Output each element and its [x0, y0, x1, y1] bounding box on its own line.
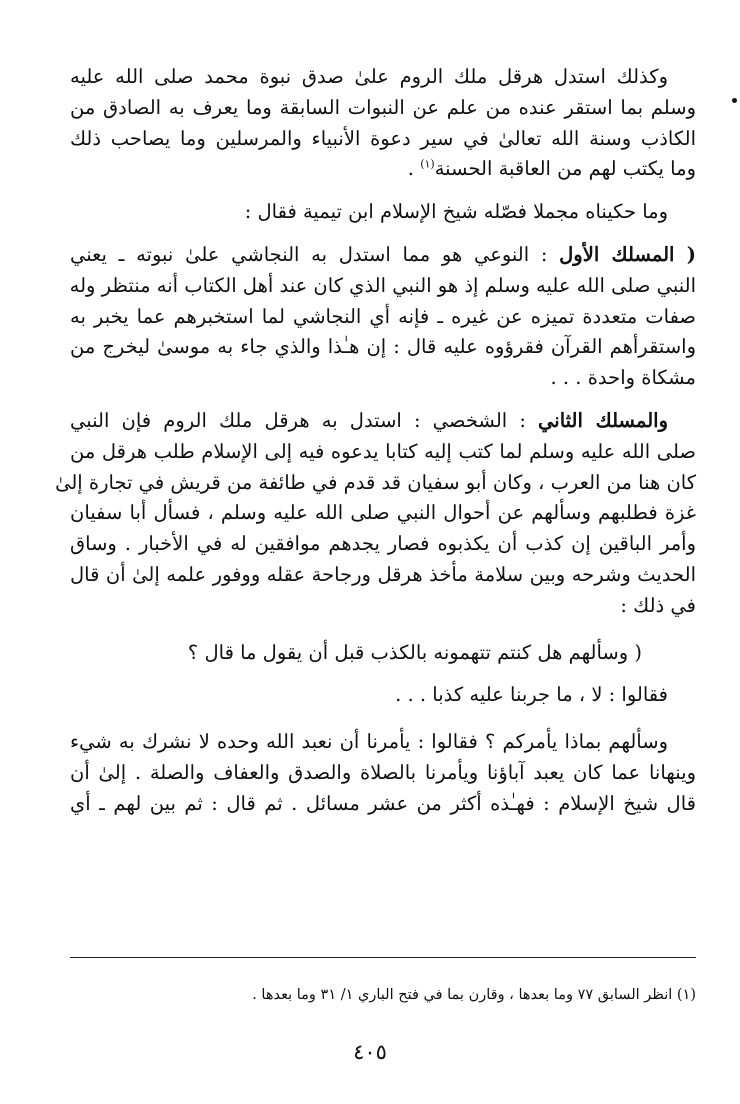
text-fragment: وما يكتب لهم من العاقبة الحسنة — [434, 157, 696, 181]
text-line: كان هنا من العرب ، وكان أبو سفيان قد قدم في طائفة من قريش في تجارة إلىٰ — [55, 470, 696, 494]
text-line — [70, 406, 668, 437]
text-fragment: : النوعي هو مما استدل به النجاشي علىٰ نبوته ـ يعني — [70, 242, 560, 266]
text-line — [70, 240, 696, 271]
footnote-divider — [70, 957, 696, 958]
text-line: النبي صلى الله عليه وسلم إذ هو النبي الذي كان عند أهل الكتاب أنه منتظر وله — [69, 273, 696, 297]
text-line: وسألهم بماذا يأمركم ؟ فقالوا : يأمرنا أن نعبد الله وحده لا نشرك به شيء — [70, 730, 668, 754]
text-line: وكذلك استدل هرقل ملك الروم علىٰ صدق نبوة محمد صلى الله عليه — [70, 65, 668, 88]
section-heading: ( المسلك الأول — [559, 242, 696, 266]
text-line: في ذلك : — [620, 593, 696, 617]
text-line: قال شيخ الإسلام : فهـٰذه أكثر من عشر مسائل . ثم قال : ثم بين لهم ـ أي — [70, 791, 696, 815]
paragraph-question — [70, 638, 696, 669]
text-fragment: . — [407, 157, 421, 181]
section-heading: والمسلك الثاني — [538, 408, 668, 432]
text-line: وما حكيناه مجملا فصّله شيخ الإسلام ابن تيمية فقال : — [244, 200, 668, 224]
text-line: وأمر الباقين إن كذب أن يكذبوه فصار يجدهم موافقين له في الأخبار . وساق — [70, 532, 696, 556]
footnote: (١) انظر السابق ٧٧ وما بعدها ، وقارن بما في فتح الباري ١/ ٣١ وما بعدها . — [252, 987, 696, 1003]
paragraph-commands — [70, 727, 696, 819]
paragraph-ibn-taymiyya — [70, 197, 696, 228]
text-fragment: : الشخصي : استدل به هرقل ملك الروم فإن النبي — [70, 408, 539, 432]
text-line: الكاذب وسنة الله تعالىٰ في سير دعوة الأنبياء والمرسلين وما يصاحب ذلك — [70, 126, 696, 150]
text-line: ( وسألهم هل كنتم تتهمونه بالكذب قبل أن يقول ما قال ؟ — [187, 640, 642, 664]
text-line: الحديث وشرحه وبين سلامة مأخذ هرقل ورجاحة عقله ووفور علمه إلىٰ أن قال — [70, 562, 696, 586]
paragraph-answer — [70, 680, 696, 711]
text-line: فقالوا : لا ، ما جربنا عليه كذبا . . . — [395, 683, 668, 707]
paragraph-first-path — [70, 240, 696, 394]
text-line: وينهانا عما كان يعبد آباؤنا ويأمرنا بالصلاة والصدق والعفاف والصلة . إلىٰ أن — [70, 760, 696, 784]
text-line — [70, 154, 696, 185]
text-line: واستقرأهم القرآن فقرؤوه عليه قال : إن هـٰذا والذي جاء به موسىٰ ليخرج من — [70, 335, 696, 359]
paragraph-second-path — [55, 406, 696, 622]
page-body — [55, 62, 696, 820]
text-line: مشكاة واحدة . . . — [550, 366, 696, 390]
text-line: صلى الله عليه وسلم لما كتب إليه كتابا يدعوه فيه إلى الإسلام طلب هرقل من — [70, 439, 696, 463]
paragraph-heraclius-intro — [70, 62, 696, 185]
text-line: غزة فطلبهم وسألهم عن أحوال النبي صلى الله عليه وسلم ، فسأل أبا سفيان — [70, 501, 696, 525]
margin-dot — [732, 98, 737, 103]
text-line: وسلم بما استقر عنده من علم عن النبوات السابقة وما يعرف به الصادق من — [70, 95, 696, 119]
text-line: صفات متعددة تميزه عن غيره ـ فإنه أي النجاشي لما استخبرهم عما يخبر به — [70, 304, 696, 328]
footnote-marker: (١) — [420, 157, 435, 171]
page-number: ٤٠٥ — [353, 1040, 387, 1064]
